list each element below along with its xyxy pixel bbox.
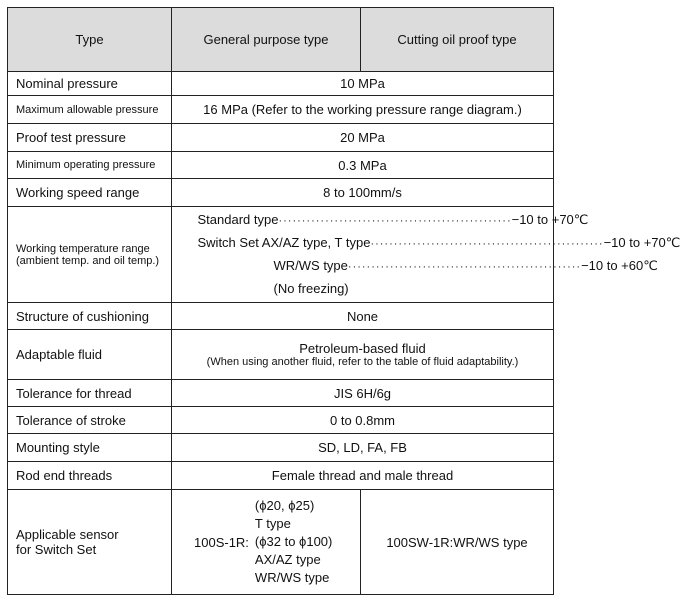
row-cushioning (8, 303, 554, 330)
value-sensor-cutting: 100SW-1R:WR/WS type (361, 490, 554, 595)
label-cushioning: Structure of cushioning (8, 303, 172, 330)
sensor-general-line: AX/AZ type (254, 552, 321, 567)
row-nominal-pressure (8, 72, 554, 96)
row-min-pressure (8, 152, 554, 179)
sensor-general-list (255, 497, 332, 587)
label-stroke-tolerance: Tolerance of stroke (8, 407, 172, 434)
temperature-switch-name: Switch Set AX/AZ type, T type (197, 235, 371, 250)
sensor-general-line: WR/WS type (254, 570, 330, 585)
label-max-pressure: Maximum allowable pressure (8, 96, 172, 124)
temperature-wr-name: WR/WS type (273, 258, 348, 273)
header-cutting: Cutting oil proof type (361, 8, 554, 72)
value-sensor-general (172, 490, 361, 595)
label-temperature-line1: Working temperature range (16, 242, 150, 255)
header-type: Type (8, 8, 172, 72)
temperature-wr (198, 255, 658, 278)
leader-dots: ·················································· (347, 261, 582, 273)
value-speed: 8 to 100mm/s (172, 179, 554, 207)
header-general: General purpose type (172, 8, 361, 72)
row-stroke-tolerance (8, 407, 554, 434)
row-speed (8, 179, 554, 207)
leader-dots: ·················································· (278, 215, 512, 227)
label-sensor-line2: for Switch Set (16, 542, 97, 557)
row-sensor (8, 490, 554, 595)
value-proof-pressure: 20 MPa (172, 124, 554, 152)
value-min-pressure: 0.3 MPa (172, 152, 554, 179)
value-max-pressure: 16 MPa (Refer to the working pressure range diagram.) (172, 96, 554, 124)
value-mounting: SD, LD, FA, FB (172, 434, 554, 462)
label-nominal-pressure: Nominal pressure (8, 72, 172, 96)
temperature-wr-note-text: (No freezing) (273, 281, 349, 296)
label-proof-pressure: Proof test pressure (8, 124, 172, 152)
temperature-standard-name: Standard type (197, 212, 279, 227)
label-speed: Working speed range (8, 179, 172, 207)
label-min-pressure: Minimum operating pressure (8, 152, 172, 179)
sensor-general-key: 100S-1R: (194, 534, 249, 550)
leader-dots: ·················································· (370, 238, 604, 250)
label-sensor-line1: Applicable sensor (16, 527, 119, 542)
header-row (8, 8, 554, 72)
value-fluid (172, 330, 554, 380)
label-thread-tolerance: Tolerance for thread (8, 380, 172, 407)
label-mounting: Mounting style (8, 434, 172, 462)
temperature-switch-range: −10 to +70℃ (603, 235, 680, 250)
row-max-pressure (8, 96, 554, 124)
fluid-note: (When using another fluid, refer to the table of fluid adaptability.) (206, 356, 519, 368)
fluid-main: Petroleum-based fluid (299, 341, 426, 356)
value-thread-tolerance: JIS 6H/6g (172, 380, 554, 407)
sensor-general-line: T type (254, 516, 291, 531)
value-rod-end: Female thread and male thread (172, 462, 554, 490)
row-thread-tolerance (8, 380, 554, 407)
row-rod-end (8, 462, 554, 490)
row-fluid (8, 330, 554, 380)
label-temperature-line2: (ambient temp. and oil temp.) (16, 254, 160, 267)
sensor-general-line: (ϕ32 to ϕ100) (254, 534, 333, 549)
temperature-wr-range: −10 to +60℃ (581, 258, 658, 273)
temperature-standard-range: −10 to +70℃ (511, 212, 589, 227)
row-proof-pressure (8, 124, 554, 152)
spec-table (7, 7, 680, 595)
label-sensor (8, 490, 172, 595)
temperature-list (197, 209, 680, 300)
value-nominal-pressure: 10 MPa (172, 72, 554, 96)
sensor-general-line: (ϕ20, ϕ25) (254, 498, 315, 513)
temperature-wr-note (198, 278, 528, 300)
label-rod-end: Rod end threads (8, 462, 172, 490)
temperature-switch (197, 232, 680, 255)
row-mounting (8, 434, 554, 462)
value-temperature (172, 207, 680, 303)
row-temperature (8, 207, 554, 303)
temperature-standard (197, 209, 589, 232)
value-stroke-tolerance: 0 to 0.8mm (172, 407, 554, 434)
value-cushioning: None (172, 303, 554, 330)
label-fluid: Adaptable fluid (8, 330, 172, 380)
label-temperature (8, 207, 172, 303)
